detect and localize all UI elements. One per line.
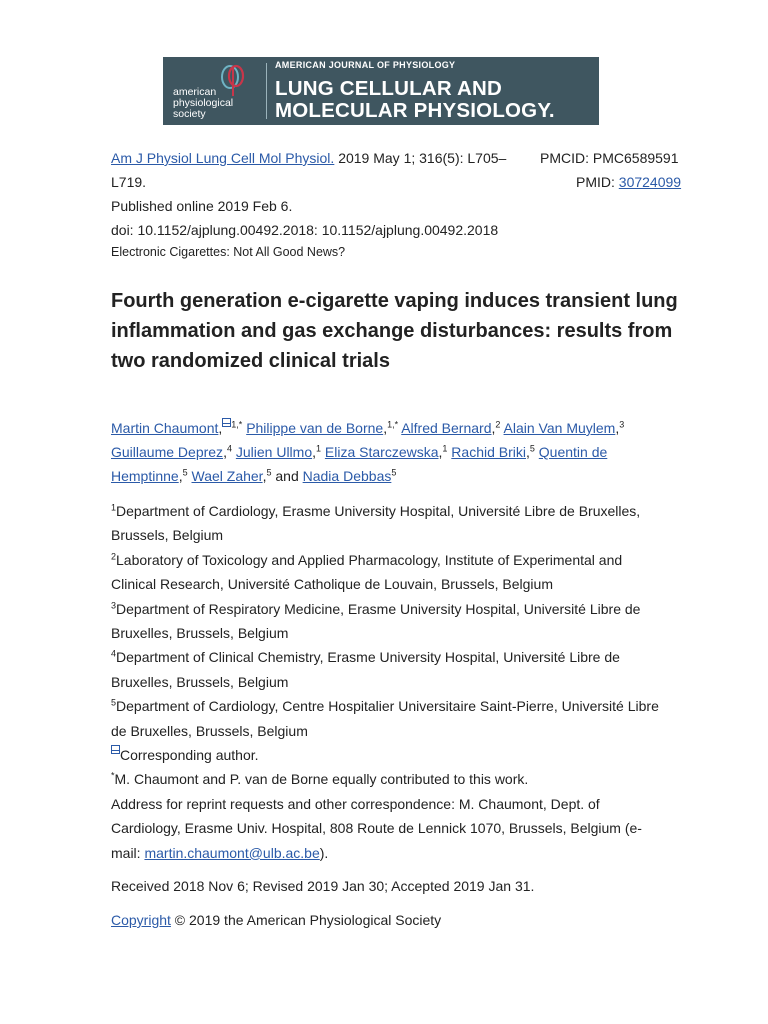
author-affil: 1 xyxy=(316,443,322,454)
affiliation xyxy=(111,597,671,646)
author-link[interactable]: Alain Van Muylem xyxy=(503,420,616,436)
journal-link[interactable]: Am J Physiol Lung Cell Mol Physiol. xyxy=(111,150,335,166)
author-affil: 5 xyxy=(182,467,188,478)
author-link[interactable]: Wael Zaher xyxy=(191,468,263,484)
affil-text: Laboratory of Toxicology and Applied Pharmacology, Institute of Experimental and Clinical Research, Université Catholique de Louvain, Brussels, Belgium xyxy=(111,551,623,593)
author-link[interactable]: Julien Ullmo xyxy=(235,444,313,460)
affil-num: 1 xyxy=(111,502,117,513)
author-affil: 1,* xyxy=(387,419,399,430)
author-link[interactable]: Nadia Debbas xyxy=(302,468,392,484)
author-affil: 4 xyxy=(226,443,232,454)
equal-contrib-text: M. Chaumont and P. van de Borne equally contributed to this work. xyxy=(114,771,529,788)
journal-parent-name: AMERICAN JOURNAL OF PHYSIOLOGY xyxy=(275,60,456,70)
affil-num: 3 xyxy=(111,599,117,610)
published-date: Published online 2019 Feb 6. xyxy=(111,198,293,214)
pmcid: PMCID: PMC6589591 xyxy=(540,150,679,166)
affil-num: 4 xyxy=(111,648,117,659)
author-link[interactable]: Eliza Starczewska xyxy=(324,444,439,460)
mail-icon[interactable] xyxy=(222,418,231,427)
copyright xyxy=(111,908,441,932)
author-affil: 1,* xyxy=(231,419,243,430)
address-end: ). xyxy=(319,844,329,861)
affiliation xyxy=(111,694,671,743)
pmid-label: PMID: xyxy=(576,174,619,190)
journal-name-line1: LUNG CELLULAR AND xyxy=(275,77,502,100)
author-link[interactable]: Alfred Bernard xyxy=(401,420,492,436)
pmid xyxy=(576,170,681,194)
address-text: Address for reprint requests and other correspondence: M. Chaumont, Dept. of Cardiology, Erasme Univ. Hospital, 808 Route de Lennick 1070, Brussels, Belgium (e-mail: xyxy=(111,795,642,861)
affil-text: Department of Clinical Chemistry, Erasme University Hospital, Université Libre de Bruxelles, Brussels, Belgium xyxy=(111,649,620,690)
copyright-link[interactable]: Copyright xyxy=(111,912,171,928)
author-link[interactable]: Quentin de Hemptinne xyxy=(111,444,608,484)
email-link[interactable]: martin.chaumont@ulb.ac.be xyxy=(144,844,320,861)
journal-banner[interactable] xyxy=(163,57,599,125)
affiliation xyxy=(111,548,671,597)
corresponding-text: Corresponding author. xyxy=(120,747,259,764)
equal-star: * xyxy=(111,770,115,781)
pmid-link[interactable]: 30724099 xyxy=(618,174,682,190)
affiliations xyxy=(111,499,671,865)
author-affil: 1 xyxy=(442,443,448,454)
affil-text: Department of Cardiology, Erasme University Hospital, Université Libre de Bruxelles, Brussels, Belgium xyxy=(111,503,641,544)
affil-num: 5 xyxy=(111,697,117,708)
received-dates: Received 2018 Nov 6; Revised 2019 Jan 30; Accepted 2019 Jan 31. xyxy=(111,878,535,894)
author-affil: 5 xyxy=(266,467,272,478)
doi: doi: 10.1152/ajplung.00492.2018: 10.1152/ajplung.00492.2018 xyxy=(111,222,499,238)
affil-text: Department of Respiratory Medicine, Erasme University Hospital, Université Libre de Bruxelles, Brussels, Belgium xyxy=(111,600,641,642)
society-line: physiological xyxy=(173,97,234,109)
correspondence-address xyxy=(111,792,671,865)
equal-contribution-note xyxy=(111,767,671,791)
mail-icon xyxy=(111,745,120,754)
copyright-text: © 2019 the American Physiological Society xyxy=(170,912,442,928)
banner-divider xyxy=(266,63,267,119)
author-link[interactable]: Philippe van de Borne xyxy=(246,420,384,436)
society-name xyxy=(173,87,233,120)
society-line: society xyxy=(173,108,206,120)
affiliation xyxy=(111,645,671,694)
affil-num: 2 xyxy=(111,551,117,562)
and-word: and xyxy=(275,468,299,484)
author-link[interactable]: Martin Chaumont xyxy=(111,420,219,436)
corresponding-note xyxy=(111,743,671,767)
journal-name-line2: MOLECULAR PHYSIOLOGY. xyxy=(275,99,555,122)
citation-pages: L719. xyxy=(111,174,147,190)
citation-line xyxy=(111,146,506,170)
author-affil: 5 xyxy=(391,467,397,478)
author-affil: 2 xyxy=(495,419,501,430)
author-list: Martin Chaumont, $^{1,*}$ Philippe van de Borne,$^{1,*}$ Alfred Bernard,$^2$ Alain Van Muylem,$^3$ Guillaume Deprez,$^4$ Julien Ullmo,$^1$ Eliza Starczewska,$^1$ Rachid Briki,$^5$ Quentin de Hemptinne,$^5$ Wael Zaher,$^5$ and Nadia Debbas$^5$ xyxy=(111,419,625,484)
author-affil: 5 xyxy=(529,443,535,454)
affil-text: Department of Cardiology, Centre Hospitalier Universitaire Saint-Pierre, Université Libre de Bruxelles, Brussels, Belgium xyxy=(111,698,659,739)
society-line: american xyxy=(173,86,217,98)
affiliation xyxy=(111,499,671,548)
author-affil: 3 xyxy=(619,419,625,430)
citation-issue: 2019 May 1; 316(5): L705– xyxy=(338,150,507,166)
author-link[interactable]: Guillaume Deprez xyxy=(111,444,224,460)
article-title: Fourth generation e-cigarette vaping induces transient lung inflammation and gas exchange disturbances: results from two randomized clinical trials xyxy=(111,290,678,372)
author-link[interactable]: Rachid Briki xyxy=(451,444,526,460)
series-title: Electronic Cigarettes: Not All Good News? xyxy=(111,245,346,259)
